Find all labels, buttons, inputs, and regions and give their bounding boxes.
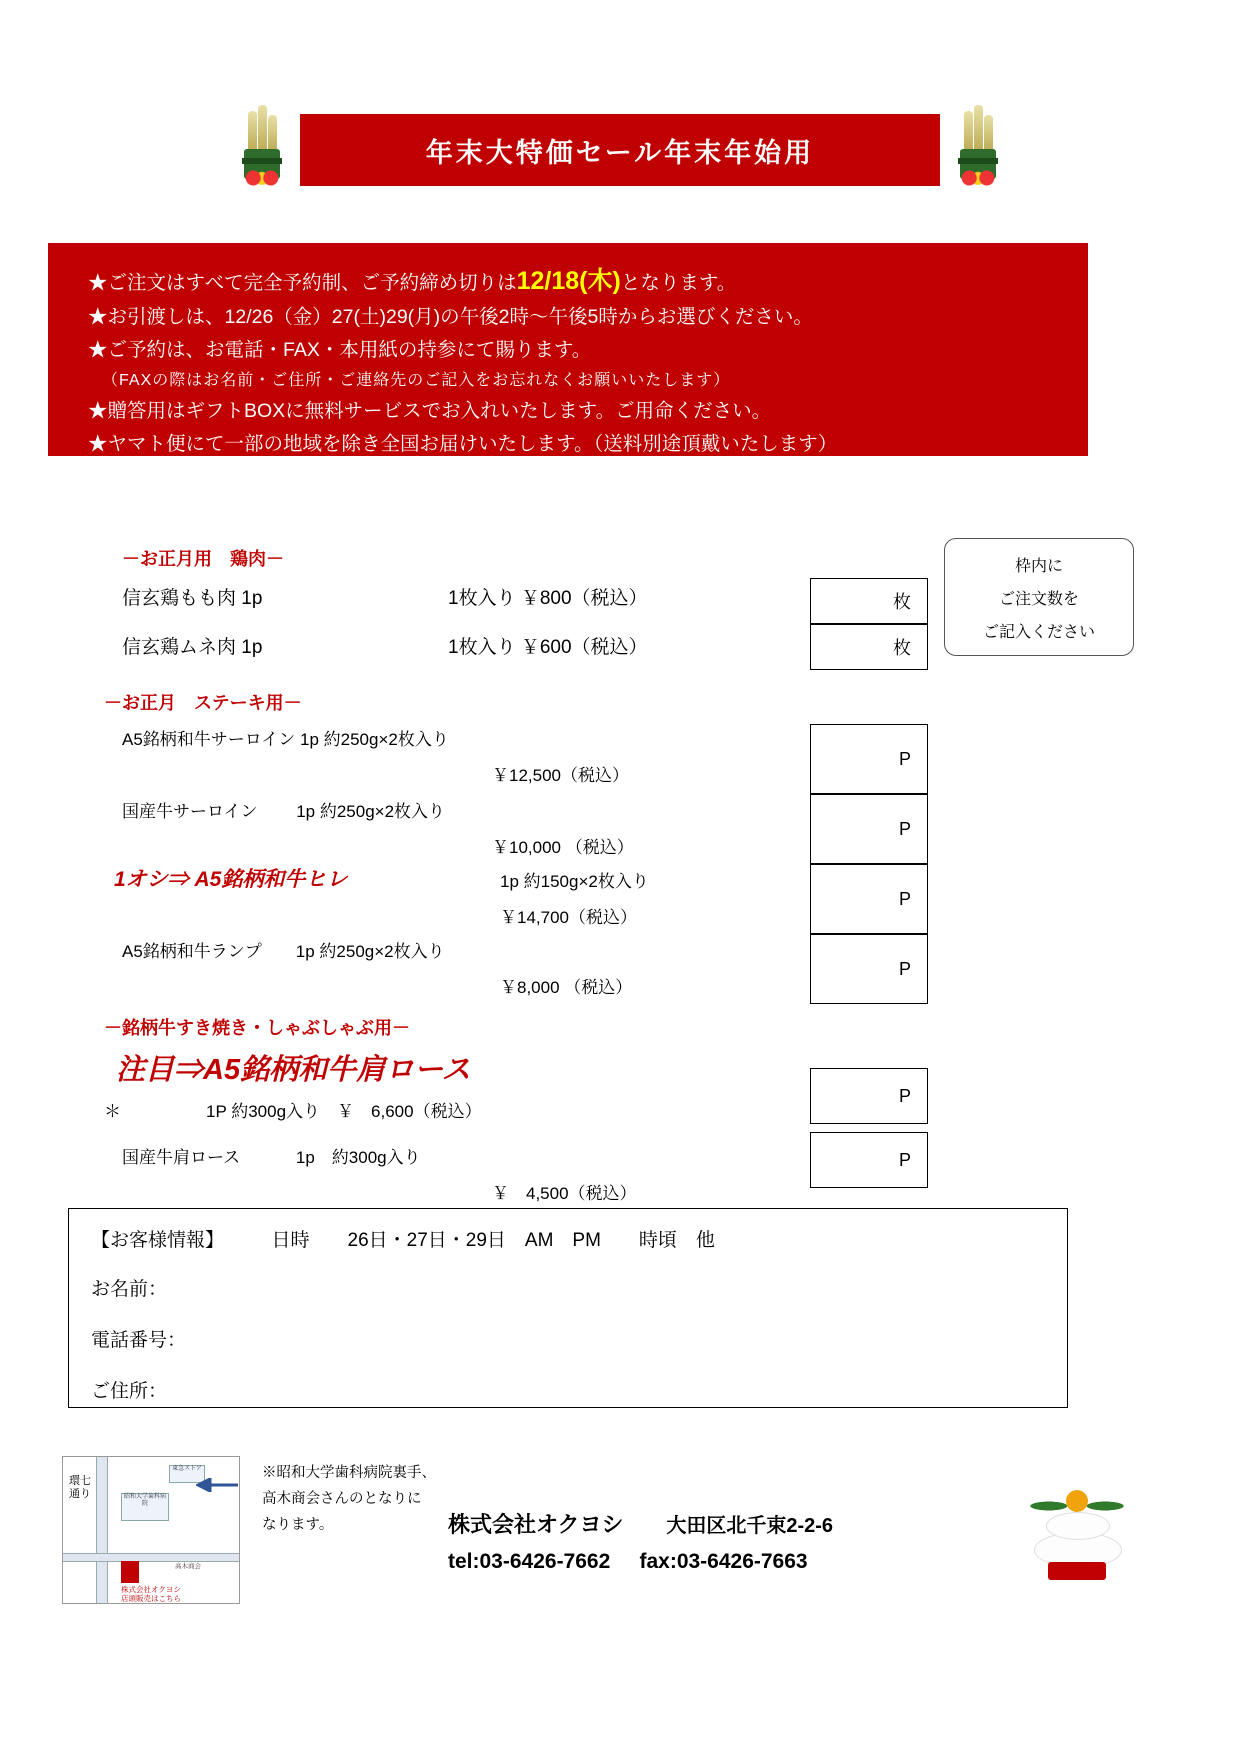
bubble-line-2: ご注文数を xyxy=(998,590,1079,608)
company-address: 大田区北千束2-2-6 xyxy=(666,1515,834,1537)
section-heading-sukiyaki: －銘柄牛すき焼き・しゃぶしゃぶ用－ xyxy=(104,1018,410,1038)
notice-line-1-pre: ★ご注文はすべて完全予約制、ご予約締め切りは xyxy=(88,272,517,294)
item-detail-a5-shoulder-loin: ＊ 1P 約300g入り ￥ 6,600（税込） xyxy=(104,1102,482,1121)
contact-line xyxy=(448,1550,808,1574)
company-fax: fax:03-6426-7663 xyxy=(639,1550,808,1573)
deadline-date: 12/18(木) xyxy=(516,267,621,295)
map-store-marker xyxy=(121,1561,139,1583)
map-note-line-1: ※昭和大学歯科病院裏手、 xyxy=(262,1465,436,1481)
item-name-a5-fillet: 1オシ⇒ A5銘柄和牛ヒレ xyxy=(114,868,348,891)
item-name-domestic-shoulder-loin: 国産牛肩ロース 1p 約300g入り xyxy=(122,1148,421,1167)
item-name-chicken-momo: 信玄鶏もも肉 1p xyxy=(122,588,263,609)
qty-input-domestic-sirloin[interactable]: P xyxy=(810,794,928,864)
map-cross-road xyxy=(63,1553,240,1562)
company-line xyxy=(448,1508,833,1539)
notice-line-2: ★お引渡しは、12/26（金）27(土)29(月)の午後2時～午後5時からお選びください。 xyxy=(88,306,813,328)
notice-line-6: ★ヤマト便にて一部の地域を除き全国お届けいたします。（送料別途頂戴いたします） xyxy=(88,433,838,456)
qty-input-domestic-shoulder-loin[interactable]: P xyxy=(810,1132,928,1188)
item-price-a5-rump: ￥8,000 （税込） xyxy=(500,978,633,997)
item-name-chicken-mune: 信玄鶏ムネ肉 1p xyxy=(122,637,263,658)
customer-tel-field[interactable]: 電話番号： xyxy=(91,1330,187,1351)
notice-line-5: ★贈答用はギフトBOXに無料サービスでお入れいたします。ご用命ください。 xyxy=(88,400,772,423)
notice-line-1 xyxy=(88,265,1054,297)
map-building-tokyu-store: 東急ストア xyxy=(169,1465,205,1483)
qty-input-a5-rump[interactable]: P xyxy=(810,934,928,1004)
map-note-line-3: なります。 xyxy=(262,1517,334,1534)
item-price-a5-fillet: ￥14,700（税込） xyxy=(500,908,637,927)
qty-input-a5-sirloin[interactable]: P xyxy=(810,724,928,794)
kadomatsu-icon-left xyxy=(234,105,290,195)
page-header xyxy=(0,100,1240,200)
map-road-label: 環七通り xyxy=(69,1475,91,1500)
notice-block xyxy=(48,243,1088,456)
map-pointer-arrow xyxy=(196,1478,238,1492)
map-caption-line-2: 店頭販売はこちら xyxy=(121,1594,181,1604)
customer-info-box xyxy=(68,1208,1068,1408)
company-name: 株式会社オクヨシ xyxy=(448,1512,624,1537)
item-price-a5-sirloin: ￥12,500（税込） xyxy=(492,766,629,785)
item-name-a5-sirloin: A5銘柄和牛サーロイン 1p 約250g×2枚入り xyxy=(122,730,449,749)
notice-line-3: ★ご予約は、お電話・FAX・本用紙の持参にて賜ります。 xyxy=(88,338,592,361)
map-note xyxy=(262,1460,436,1538)
map-caption-line-1: 株式会社オクヨシ xyxy=(121,1585,181,1594)
qty-input-chicken-momo[interactable]: 枚 xyxy=(810,578,928,624)
map-note-line-2: 高木商会さんのとなりに xyxy=(262,1491,422,1508)
page-title: 年末大特価セール年末年始用 xyxy=(300,114,940,186)
qty-input-chicken-mune[interactable]: 枚 xyxy=(810,624,928,670)
item-name-a5-rump: A5銘柄和牛ランプ 1p 約250g×2枚入り xyxy=(122,942,445,961)
map-building-hospital: 昭和大学歯科病院 xyxy=(121,1493,169,1521)
item-detail-a5-fillet: 1p 約150g×2枚入り xyxy=(500,872,649,891)
notice-line-1-post: となります。 xyxy=(620,272,737,294)
section-heading-chicken: －お正月用 鶏肉－ xyxy=(122,549,284,569)
qty-input-a5-shoulder-loin[interactable]: P xyxy=(810,1068,928,1124)
item-detail-chicken-momo: 1枚入り ￥800（税込） xyxy=(448,588,648,609)
item-detail-chicken-mune: 1枚入り ￥600（税込） xyxy=(448,637,648,658)
quantity-instruction-bubble xyxy=(944,538,1134,656)
company-tel: tel:03-6426-7662 xyxy=(448,1550,611,1573)
bubble-line-3: ご記入ください xyxy=(982,623,1095,641)
kadomatsu-icon-right xyxy=(950,105,1006,195)
customer-info-heading: 【お客様情報】 日時 26日・27日・29日 AM PM 時頃 他 xyxy=(91,1230,715,1251)
map-building-takagi: 高木商会 xyxy=(175,1563,201,1570)
customer-name-field[interactable]: お名前： xyxy=(91,1279,168,1300)
notice-line-4: （FAXの際はお名前・ご住所・ご連絡先のご記入をお忘れなくお願いいたします） xyxy=(102,371,731,389)
customer-address-field[interactable]: ご住所： xyxy=(91,1381,168,1402)
bubble-line-1: 枠内に xyxy=(1014,557,1063,575)
kagami-mochi-icon xyxy=(1022,1478,1132,1588)
map-caption xyxy=(81,1585,221,1604)
item-price-domestic-shoulder-loin: ￥ 4,500（税込） xyxy=(492,1184,637,1203)
item-price-domestic-sirloin: ￥10,000 （税込） xyxy=(492,838,634,857)
item-name-a5-shoulder-loin: 注目⇒A5銘柄和牛肩ロース xyxy=(116,1054,471,1086)
map-main-road xyxy=(96,1457,108,1604)
section-heading-steak: －お正月 ステーキ用－ xyxy=(104,693,302,713)
qty-input-a5-fillet[interactable]: P xyxy=(810,864,928,934)
item-name-domestic-sirloin: 国産牛サーロイン 1p 約250g×2枚入り xyxy=(122,802,446,821)
